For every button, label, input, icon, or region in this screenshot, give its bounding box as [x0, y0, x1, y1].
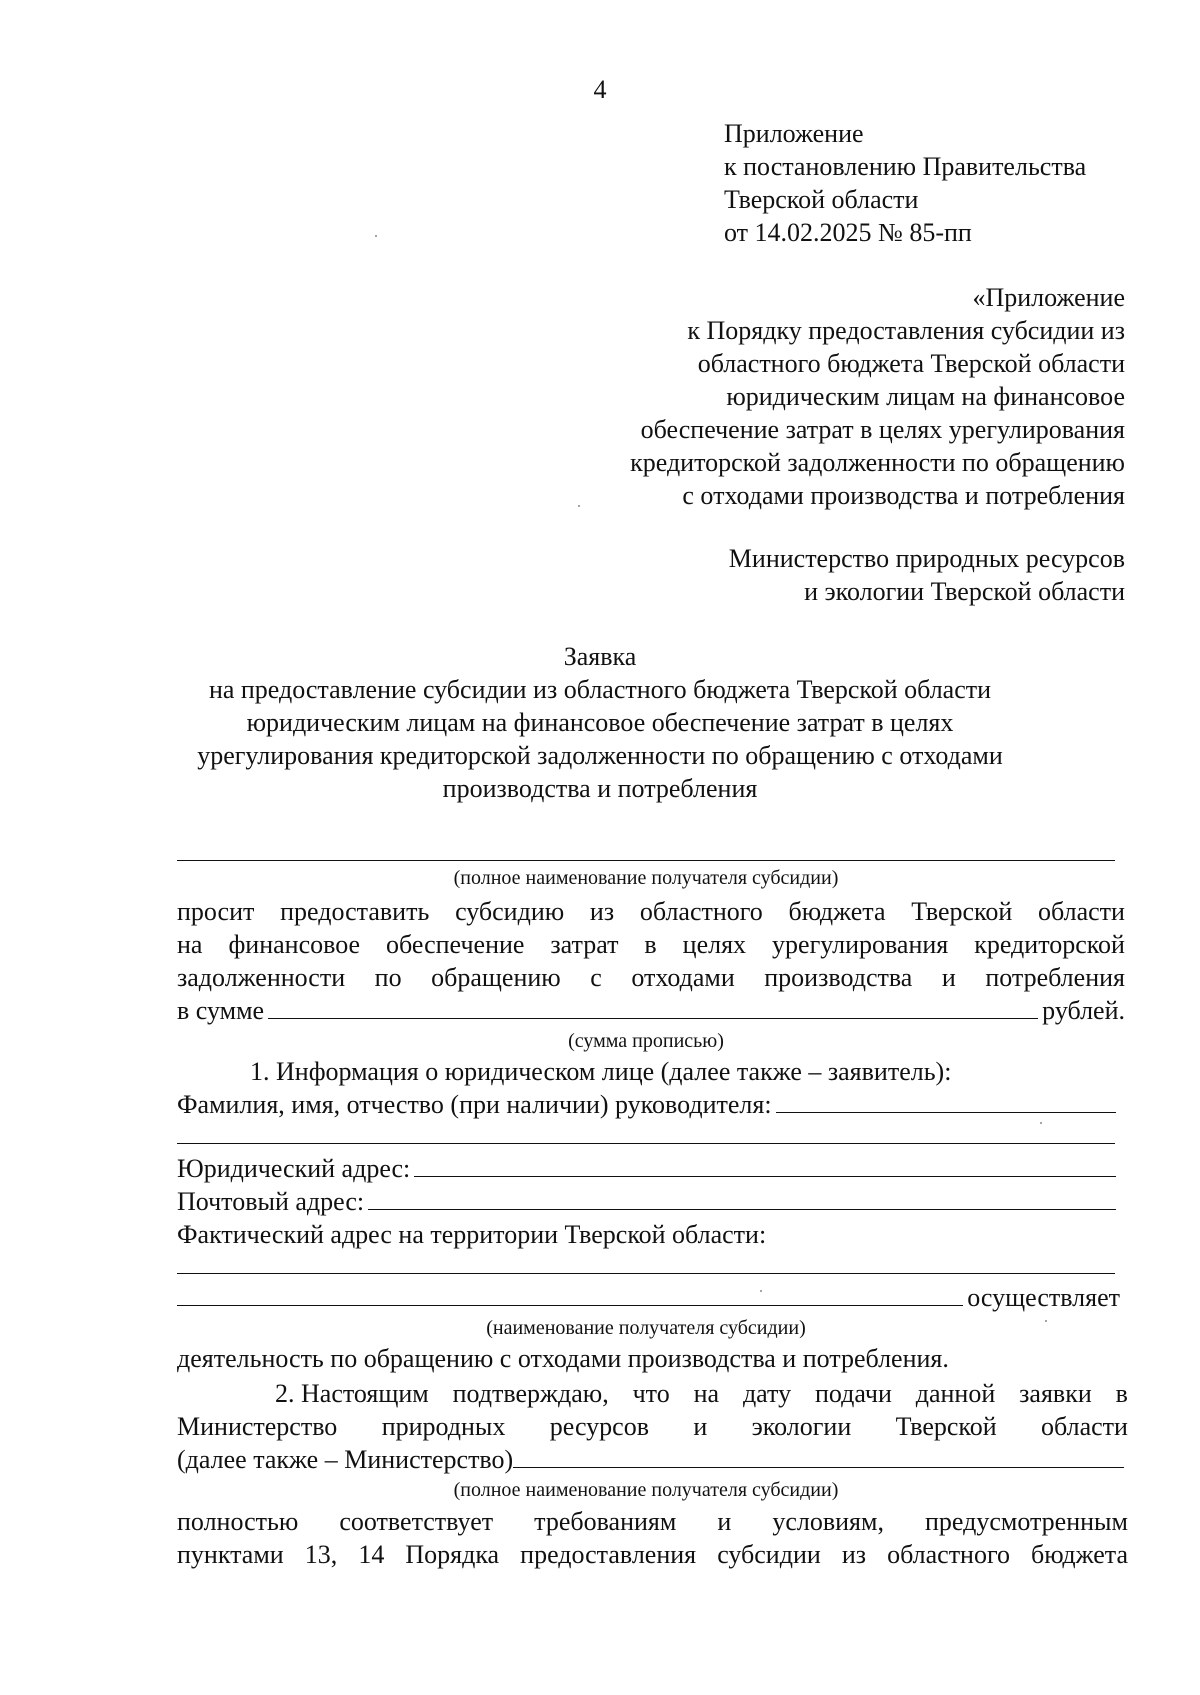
- word: потребления: [985, 963, 1125, 992]
- word: 2. Настоящим: [275, 1379, 429, 1408]
- compliance-line: [177, 1506, 1128, 1538]
- word: целях: [682, 930, 747, 959]
- scan-speck: [1045, 1320, 1047, 1322]
- section2-line: [177, 1411, 1128, 1443]
- caption-full-name-2: (полное наименование получателя субсидии): [453, 1479, 839, 1501]
- order-appendix-line: юридическим лицам на финансовое: [726, 382, 1125, 411]
- head-name-label: Фамилия, имя, отчество (при наличии) руководителя:: [177, 1090, 772, 1119]
- order-appendix-line: областного бюджета Тверской области: [697, 349, 1125, 378]
- word: данной: [915, 1379, 996, 1408]
- title-line: на предоставление субсидии из областного бюджета Тверской области: [208, 675, 992, 704]
- word: производства: [764, 963, 913, 992]
- word: Министерство: [177, 1412, 338, 1441]
- scan-speck: [578, 505, 580, 507]
- appendix-line: от 14.02.2025 № 85-пп: [724, 218, 972, 247]
- word: условиям,: [772, 1507, 884, 1536]
- word: обеспечение: [386, 930, 525, 959]
- word: 13,: [304, 1540, 338, 1569]
- postal-address-line: [177, 1186, 1120, 1218]
- request-line: [177, 896, 1125, 928]
- word: предоставления: [520, 1540, 697, 1569]
- word: бюджета: [788, 897, 886, 926]
- page-number: 4: [593, 75, 607, 104]
- appendix-line: Тверской области: [724, 185, 919, 214]
- word: требованиям: [534, 1507, 677, 1536]
- title-line: юридическим лицам на финансовое обеспечение затрат в целях: [246, 708, 954, 737]
- caption-full-name: (полное наименование получателя субсидии): [453, 867, 839, 889]
- word: дату: [742, 1379, 792, 1408]
- word: области: [1038, 897, 1125, 926]
- head-name-blank[interactable]: [776, 1090, 1116, 1113]
- actual-address-label: Фактический адрес на территории Тверской области:: [177, 1220, 767, 1249]
- appendix-line: Приложение: [724, 119, 864, 148]
- compliance-line: [177, 1539, 1128, 1571]
- amount-blank[interactable]: [268, 996, 1038, 1019]
- word: экологии: [751, 1412, 852, 1441]
- request-line: [177, 929, 1125, 961]
- legal-address-line: [177, 1153, 1120, 1185]
- word: обращению: [431, 963, 561, 992]
- word: урегулирования: [772, 930, 949, 959]
- title-line: производства и потребления: [442, 774, 758, 803]
- scan-speck: [1040, 1122, 1042, 1124]
- word: на: [693, 1379, 720, 1408]
- word: просит: [177, 897, 255, 926]
- word: природных: [381, 1412, 506, 1441]
- addressee-line: и экологии Тверской области: [804, 577, 1125, 606]
- word: с: [590, 963, 602, 992]
- section1-heading: 1. Информация о юридическом лице (далее также – заявитель):: [250, 1057, 952, 1086]
- word: субсидию: [455, 897, 565, 926]
- word: областного: [887, 1540, 1010, 1569]
- word: в: [644, 930, 657, 959]
- order-appendix-line: к Порядку предоставления субсидии из: [687, 316, 1125, 345]
- word: задолженности: [177, 963, 346, 992]
- order-appendix-line: кредиторской задолженности по обращению: [630, 448, 1125, 477]
- word: подтверждаю,: [452, 1379, 609, 1408]
- word: полностью: [177, 1507, 299, 1536]
- postal-address-blank[interactable]: [368, 1187, 1116, 1210]
- word: из: [841, 1540, 867, 1569]
- recipient-name-blank[interactable]: [177, 860, 1115, 861]
- word: в: [1115, 1379, 1128, 1408]
- legal-address-label: Юридический адрес:: [177, 1154, 411, 1183]
- recipient-full-name-blank[interactable]: [513, 1445, 1124, 1468]
- order-appendix-line: с отходами производства и потребления: [682, 481, 1125, 510]
- title-heading: Заявка: [563, 642, 637, 671]
- word: и: [693, 1412, 708, 1441]
- word: Порядка: [405, 1540, 500, 1569]
- word: ресурсов: [549, 1412, 649, 1441]
- postal-address-label: Почтовый адрес:: [177, 1187, 365, 1216]
- word: и: [941, 963, 956, 992]
- title-line: урегулирования кредиторской задолженности по обращению с отходами: [197, 741, 1003, 770]
- head-name-line: [177, 1089, 1120, 1121]
- amount-line: [177, 995, 1125, 1027]
- word: отходами: [631, 963, 735, 992]
- head-name-blank-continued[interactable]: [177, 1143, 1115, 1144]
- word: бюджета: [1031, 1540, 1128, 1569]
- word: предусмотренным: [925, 1507, 1128, 1536]
- word: на: [177, 930, 203, 959]
- word: субсидии: [717, 1540, 821, 1569]
- section2-line: [275, 1378, 1128, 1410]
- word: что: [632, 1379, 670, 1408]
- word: по: [374, 963, 402, 992]
- word: соответствует: [339, 1507, 494, 1536]
- performs-line: [177, 1282, 1120, 1314]
- word: и: [717, 1507, 732, 1536]
- addressee-line: Министерство природных ресурсов: [728, 544, 1125, 573]
- word: затрат: [550, 930, 619, 959]
- word: 14: [358, 1540, 385, 1569]
- actual-address-blank[interactable]: [177, 1273, 1115, 1274]
- word: Тверской: [895, 1412, 997, 1441]
- section2-ministry-line: [177, 1444, 1128, 1476]
- order-appendix-line: «Приложение: [972, 283, 1125, 312]
- word: из: [589, 897, 615, 926]
- caption-amount: (сумма прописью): [568, 1030, 724, 1052]
- word: Тверской: [911, 897, 1013, 926]
- amount-suffix: рублей.: [1042, 996, 1125, 1025]
- caption-recipient-name: (наименование получателя субсидии): [486, 1317, 806, 1339]
- amount-prefix: в сумме: [177, 996, 265, 1025]
- word: пунктами: [177, 1540, 284, 1569]
- request-line: [177, 962, 1125, 994]
- scan-speck: [375, 235, 377, 237]
- word: областного: [639, 897, 763, 926]
- recipient-short-name-blank[interactable]: [177, 1283, 963, 1306]
- performs-label: осуществляет: [967, 1283, 1120, 1312]
- scan-speck: [760, 1290, 762, 1292]
- word: области: [1041, 1412, 1128, 1441]
- legal-address-blank[interactable]: [414, 1154, 1116, 1177]
- word: финансовое: [228, 930, 361, 959]
- word: подачи: [814, 1379, 892, 1408]
- order-appendix-line: обеспечение затрат в целях урегулирования: [640, 415, 1125, 444]
- activity-line: деятельность по обращению с отходами производства и потребления.: [177, 1344, 949, 1373]
- ministry-abbrev-label: (далее также – Министерство): [177, 1445, 514, 1474]
- word: заявки: [1019, 1379, 1092, 1408]
- word: кредиторской: [974, 930, 1125, 959]
- appendix-line: к постановлению Правительства: [724, 152, 1087, 181]
- word: предоставить: [280, 897, 430, 926]
